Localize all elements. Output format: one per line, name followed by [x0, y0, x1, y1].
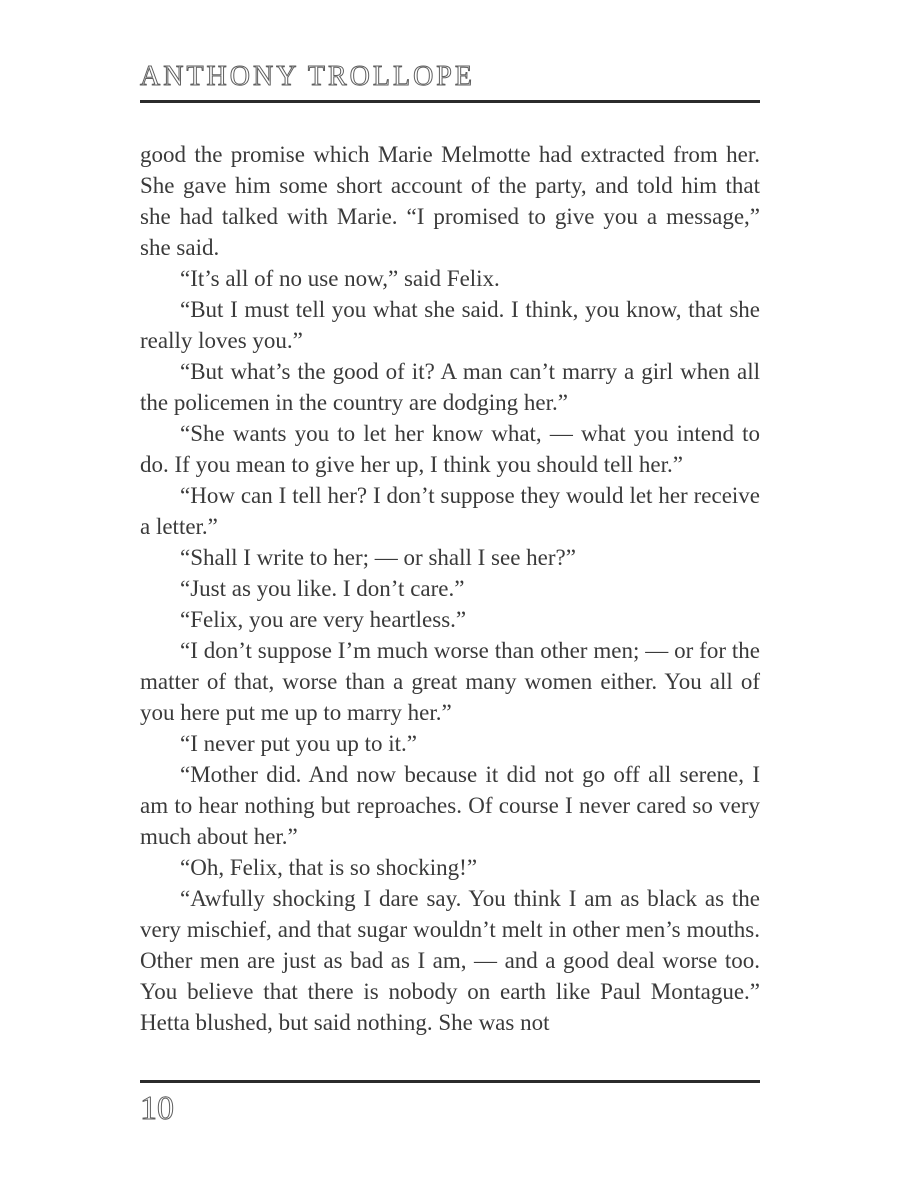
paragraph: “Oh, Felix, that is so shocking!”: [180, 855, 478, 880]
paragraph: “Awfully shocking I dare say. You think I am as black as the very mischief, and that sugar wouldn’t melt in other men’s mouths. Other men are just as bad as I am, — and a good deal worse too. You believe that there is nobody on earth like Paul Montague.” Hetta blushed, but said nothing. She was not: [140, 886, 760, 1035]
header-rule: [140, 100, 760, 103]
paragraph: “Shall I write to her; — or shall I see her?”: [180, 545, 576, 570]
page-number: 10: [140, 1090, 174, 1127]
paragraph: “But I must tell you what she said. I think, you know, that she really loves you.”: [140, 297, 760, 353]
paragraph: “Felix, you are very heartless.”: [180, 607, 467, 632]
running-header-author: ANTHONY TROLLOPE: [140, 61, 475, 92]
paragraph: “I never put you up to it.”: [180, 731, 417, 756]
paragraph: “Mother did. And now because it did not go off all serene, I am to hear nothing but reproaches. Of course I never cared so very much about her.”: [140, 762, 760, 849]
paragraph: “Just as you like. I don’t care.”: [180, 576, 465, 601]
paragraph: “She wants you to let her know what, — what you intend to do. If you mean to give her up, I think you should tell her.”: [140, 421, 760, 477]
paragraph: good the promise which Marie Melmotte had extracted from her. She gave him some short account of the party, and told him that she had talked with Marie. “I promised to give you a message,” she said.: [140, 142, 760, 260]
footer-rule: [140, 1080, 760, 1083]
paragraph: “How can I tell her? I don’t suppose they would let her receive a letter.”: [140, 483, 760, 539]
paragraph: “I don’t suppose I’m much worse than other men; — or for the matter of that, worse than a great many women either. You all of you here put me up to marry her.”: [140, 638, 760, 725]
paragraph: “It’s all of no use now,” said Felix.: [180, 266, 500, 291]
body-text: [140, 139, 760, 1038]
paragraph: “But what’s the good of it? A man can’t marry a girl when all the policemen in the country are dodging her.”: [140, 359, 760, 415]
